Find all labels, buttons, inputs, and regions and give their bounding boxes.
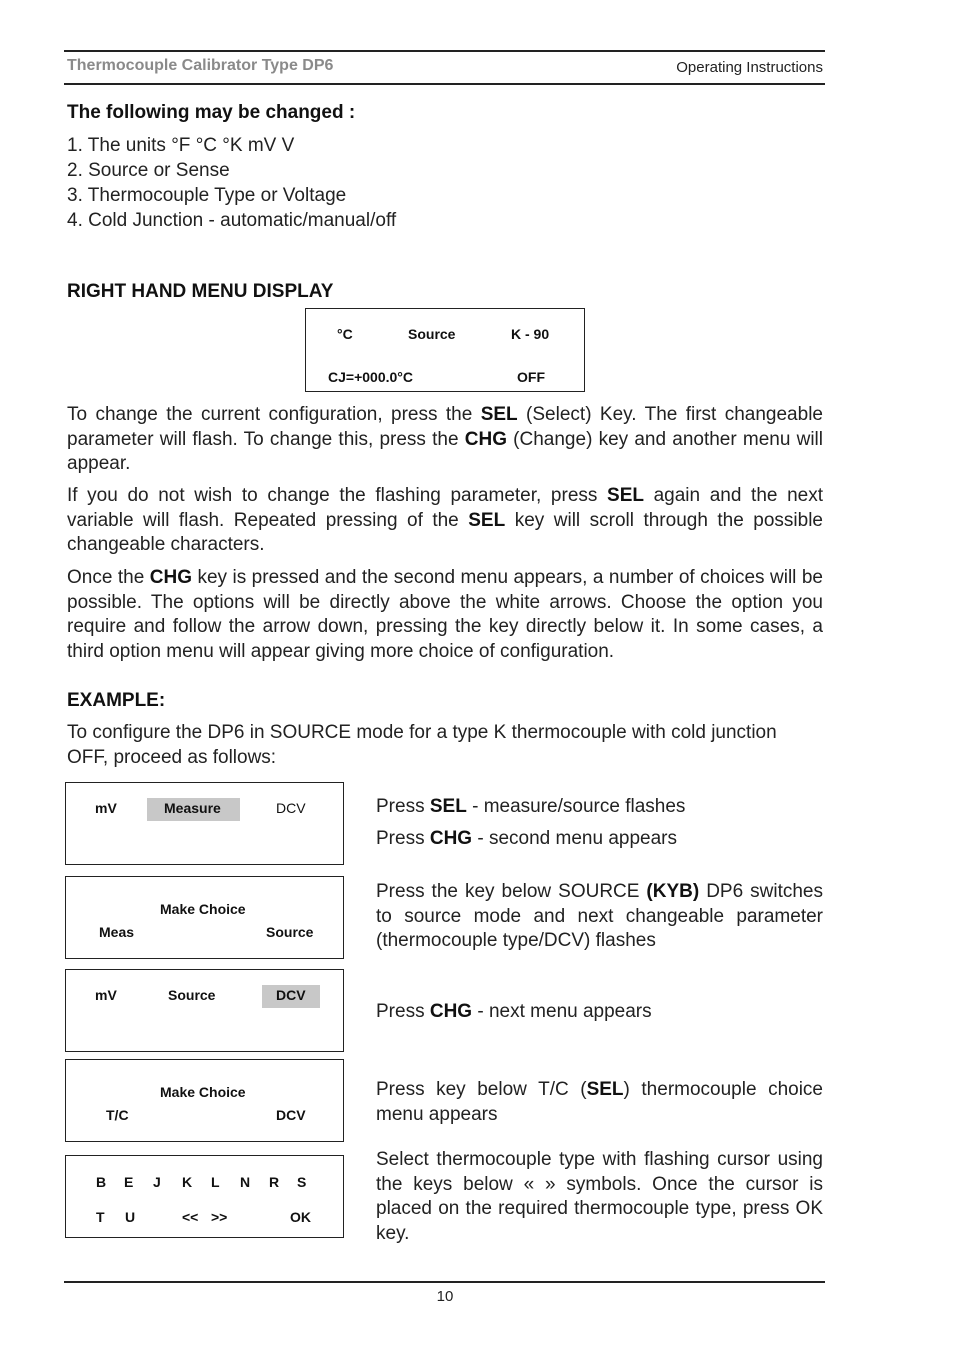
tc-type-e: E <box>124 1174 134 1190</box>
cursor-left-arrows: << <box>182 1209 199 1225</box>
step-press-tc: Press key below T/C (SEL) thermocouple choice menu appears <box>376 1079 824 1125</box>
display-tc-type: K - 90 <box>511 326 550 342</box>
tc-type-t: T <box>96 1209 105 1225</box>
paragraph-change-config: To change the current configuration, press the SEL (Select) Key. The first changeable parameter will flash. To change this, press the CHG (Change) key and another menu will appear. <box>67 404 823 475</box>
step-next-menu: Press CHG - next menu appears <box>376 1001 652 1022</box>
screen-thermocouple-type <box>65 1155 344 1238</box>
tc-type-n: N <box>240 1174 251 1190</box>
list-item: 1. The units °F °C °K mV V <box>67 135 295 156</box>
example-intro: To configure the DP6 in SOURCE mode for a type K thermocouple with cold junction OFF, proceed as follows: <box>67 722 777 768</box>
sel-key-label: SEL <box>429 796 467 817</box>
list-item: 2. Source or Sense <box>67 160 230 181</box>
screen-measure-source <box>65 782 344 865</box>
step-press-source: Press the key below SOURCE (KYB) DP6 switches to source mode and next changeable parameter (thermocouple type/DCV) flashes <box>376 881 823 952</box>
step-press-chg: Press CHG - second menu appears <box>376 828 677 849</box>
screen-title: Make Choice <box>160 901 246 917</box>
display-mode: Source <box>408 326 456 342</box>
header-section: Operating Instructions <box>676 59 823 76</box>
sel-key-label: SEL <box>586 1079 624 1100</box>
choice-tc: T/C <box>106 1107 129 1123</box>
screen-type: DCV <box>276 800 306 816</box>
screen-type: DCV <box>276 987 306 1003</box>
tc-type-j: J <box>153 1174 161 1190</box>
example-heading: EXAMPLE: <box>67 690 166 711</box>
tc-type-l: L <box>211 1174 220 1190</box>
screen-mode: Source <box>168 987 216 1003</box>
screen-mode: Measure <box>164 800 221 816</box>
display-cold-junction: CJ=+000.0°C <box>328 369 413 385</box>
tc-type-k: K <box>182 1174 193 1190</box>
header-title: Thermocouple Calibrator Type DP6 <box>67 57 334 74</box>
tc-type-u: U <box>125 1209 136 1225</box>
changeable-heading: The following may be changed : <box>67 102 356 123</box>
changeable-list <box>67 133 396 233</box>
display-cj-state: OFF <box>517 369 545 385</box>
screen-unit: mV <box>95 987 117 1003</box>
choice-meas: Meas <box>99 924 135 940</box>
cursor-right-arrows: >> <box>211 1209 228 1225</box>
sel-key-label: SEL <box>468 509 506 531</box>
choice-dcv: DCV <box>276 1107 306 1123</box>
right-hand-menu-display <box>305 308 585 392</box>
paragraph-flashing: If you do not wish to change the flashing parameter, press SEL again and the next variable will flash. Repeated pressing of the SEL key will scroll through the possible changeable characters. <box>67 485 823 556</box>
footer-rule <box>64 1281 825 1283</box>
sel-key-label: SEL <box>607 485 644 506</box>
list-item: 4. Cold Junction - automatic/manual/off <box>67 210 397 231</box>
step-press-sel: Press SEL - measure/source flashes <box>376 796 686 817</box>
screen-type-select <box>65 969 344 1052</box>
list-item: 3. Thermocouple Type or Voltage <box>67 185 347 206</box>
screen-make-choice-type <box>65 1059 344 1142</box>
screen-make-choice-mode <box>65 876 344 959</box>
paragraph-choices: Once the CHG key is pressed and the second menu appears, a number of choices will be possible. The options will be directly above the white arrows. Choose the option you require and follow the arrow down, pressing the key directly below it. In some cases, a third option menu will appear giving more choice of configuration. <box>67 567 823 663</box>
chg-key-label: CHG <box>429 1001 473 1022</box>
tc-type-b: B <box>96 1174 107 1190</box>
menu-display-heading: RIGHT HAND MENU DISPLAY <box>67 281 334 302</box>
display-unit: °C <box>337 326 353 342</box>
header-rule-bottom <box>64 83 825 85</box>
chg-key-label: CHG <box>429 828 473 849</box>
page-number: 10 <box>436 1288 454 1305</box>
screen-title: Make Choice <box>160 1084 246 1100</box>
tc-type-r: R <box>269 1174 280 1190</box>
choice-source: Source <box>266 924 314 940</box>
chg-key-label: CHG <box>464 428 507 450</box>
sel-key-label: SEL <box>480 404 518 425</box>
chg-key-label: CHG <box>149 567 192 588</box>
header-rule-top <box>64 50 825 52</box>
kyb-key-label: (KYB) <box>646 881 700 902</box>
step-select-type: Select thermocouple type with flashing cursor using the keys below « » symbols. Once the cursor is placed on the required thermocouple type, press OK key. <box>376 1149 823 1245</box>
screen-unit: mV <box>95 800 117 816</box>
ok-label: OK <box>290 1209 311 1225</box>
tc-type-s: S <box>297 1174 307 1190</box>
